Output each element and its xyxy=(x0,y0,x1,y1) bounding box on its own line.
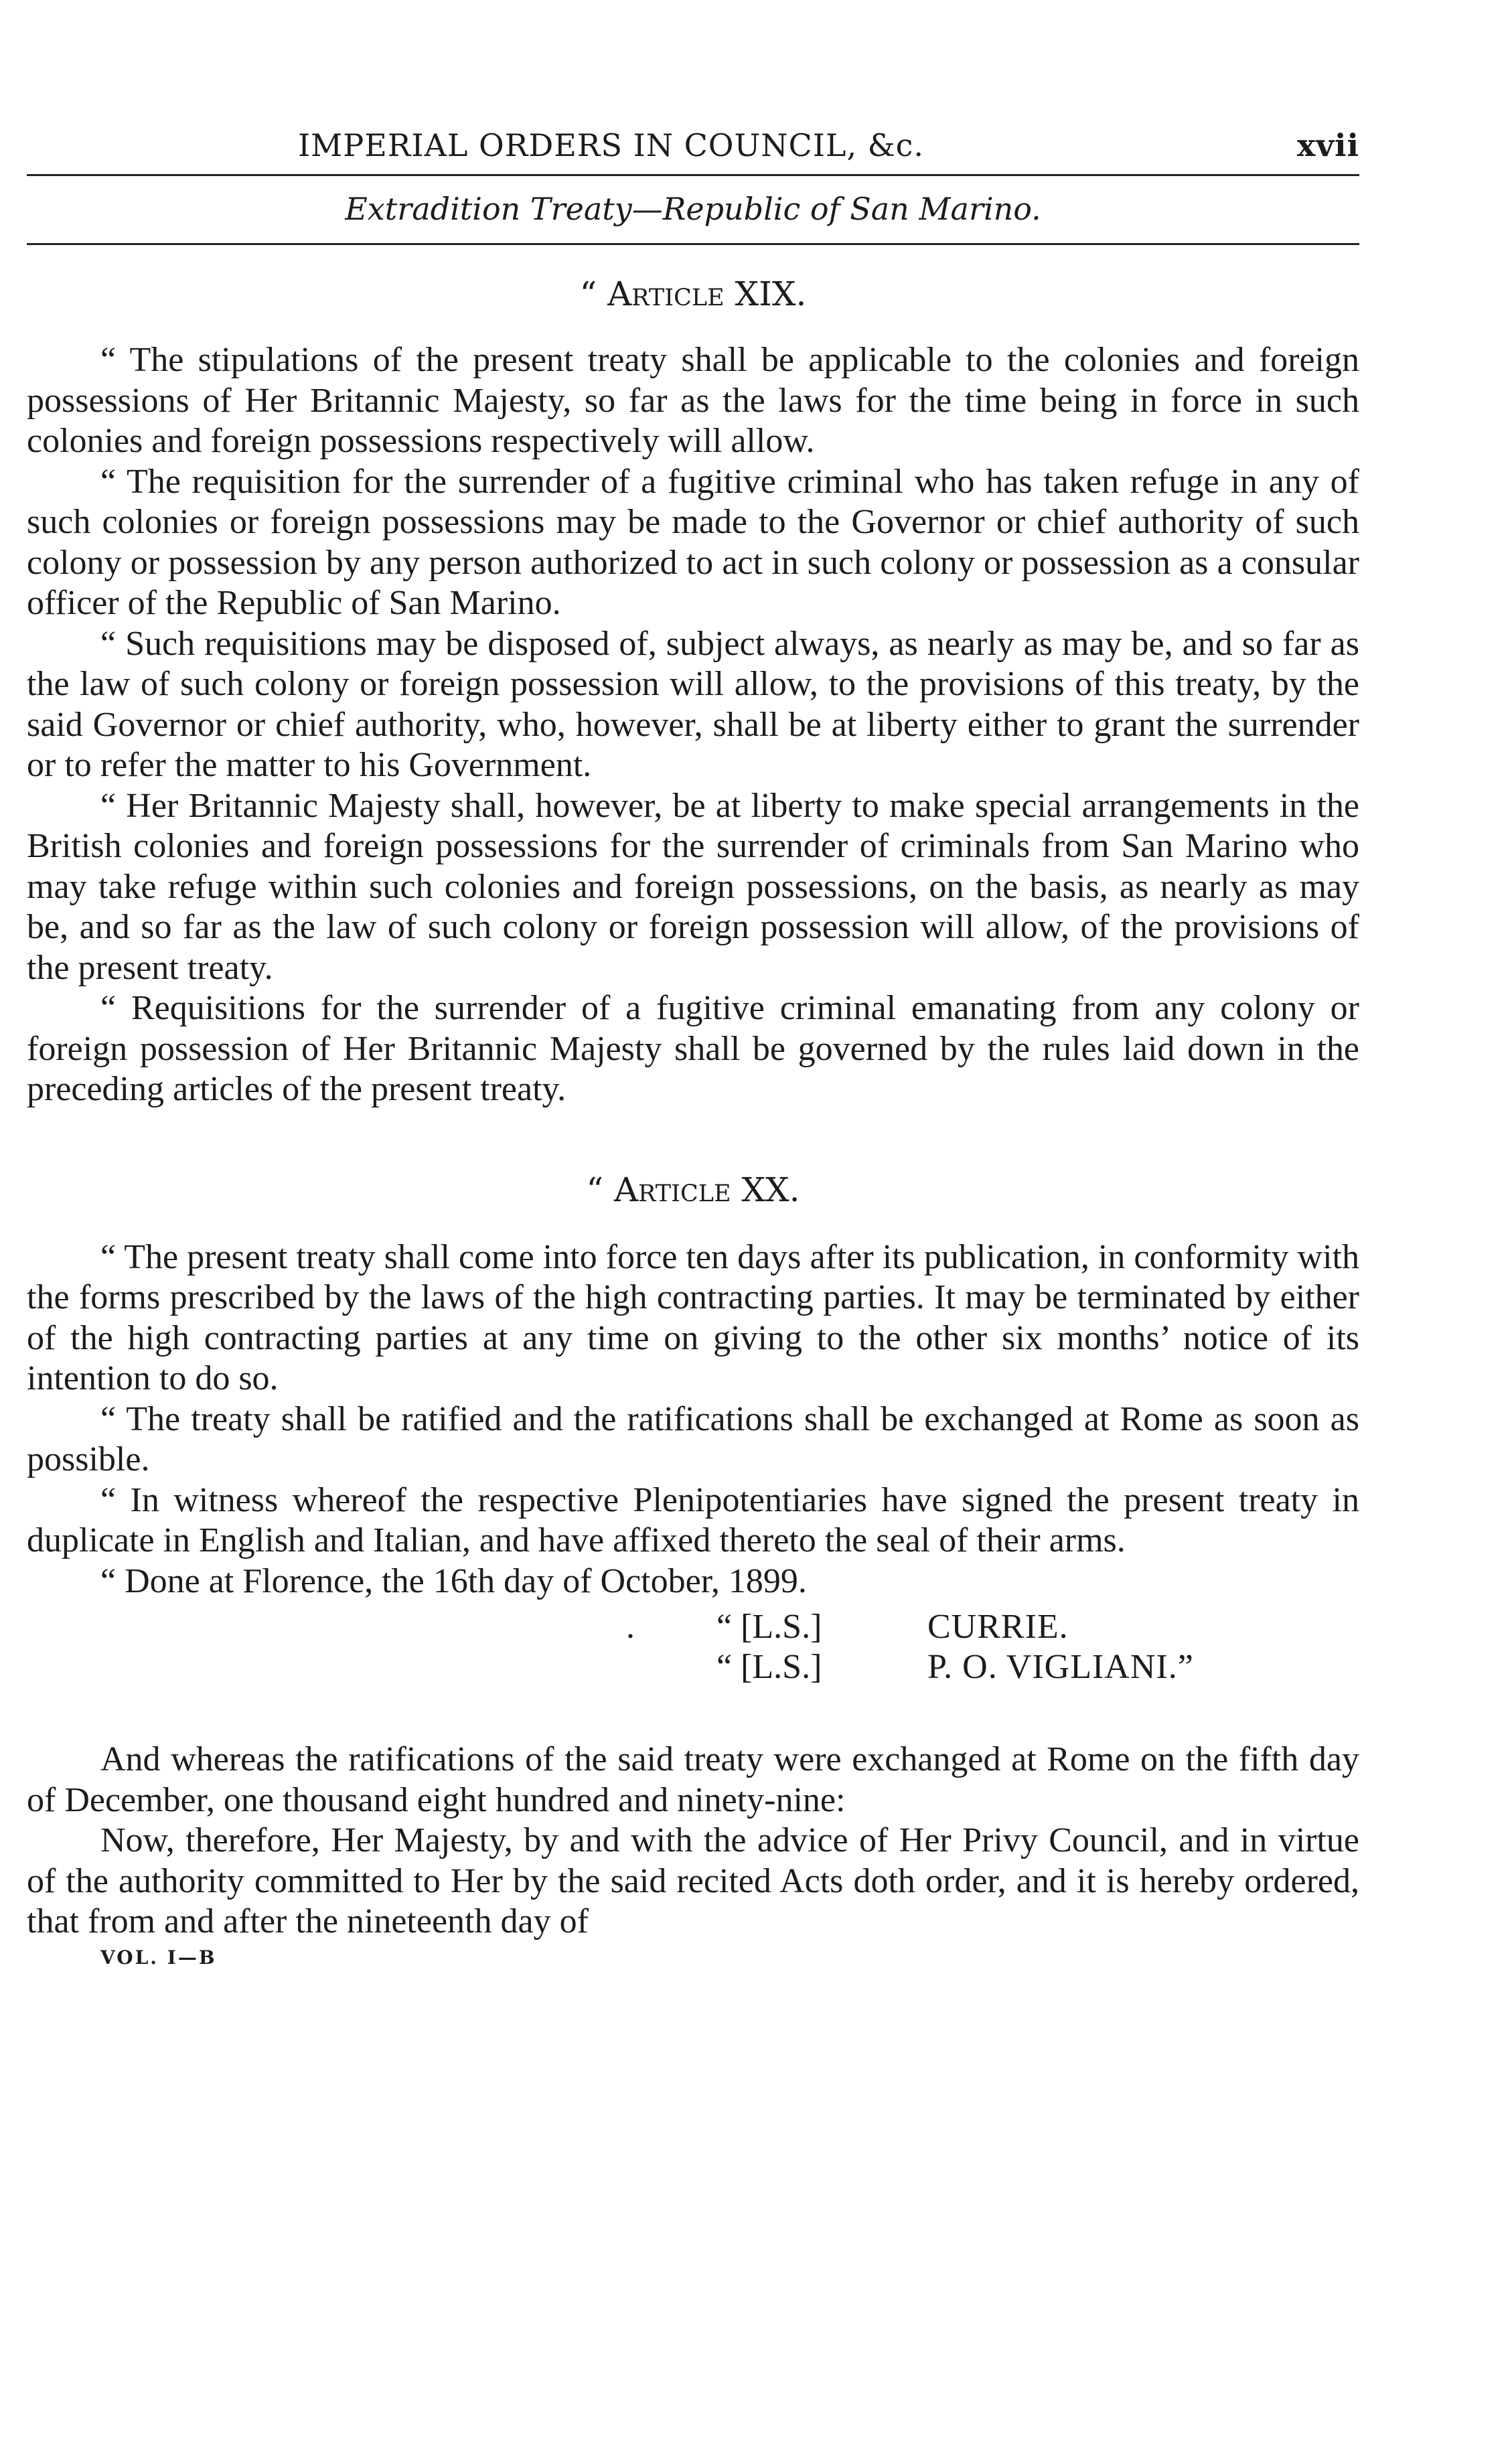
article-20-heading xyxy=(27,1170,1359,1209)
article-20-numeral: XX. xyxy=(731,1170,800,1209)
subheading: Extradition Treaty—Republic of San Marino. xyxy=(345,191,1041,227)
article-20-label: Article xyxy=(613,1170,731,1209)
seal-mark: “ [L.S.] xyxy=(716,1648,822,1686)
article-19-numeral: XIX. xyxy=(724,275,807,313)
page-number: xvii xyxy=(1296,127,1359,163)
article-19-paragraph: “ Requisitions for the surrender of a fugitive criminal emanating from any colony or foreign possession of Her Britannic Majesty shall be governed by the rules laid down in the preceding articles of the present treaty. xyxy=(27,989,1359,1108)
volume-signature-mark: VOL. I—B xyxy=(100,1946,217,1969)
article-20-paragraph: “ The treaty shall be ratified and the ratifications shall be exchanged at Rome as soon as possible. xyxy=(27,1399,1359,1478)
article-20-paragraph: “ In witness whereof the respective Plenipotentiaries have signed the present treaty in duplicate in English and Italian, and have affixed thereto the seal of their arms. xyxy=(27,1480,1359,1559)
article-19-open-quote: “ xyxy=(579,275,608,313)
closing-body xyxy=(27,1740,1359,1942)
article-20-body xyxy=(27,1237,1359,1602)
closing-paragraph: And whereas the ratifications of the said treaty were exchanged at Rome on the fifth day of December, one thousand eight hundred and ninety-nine: xyxy=(27,1740,1359,1819)
signature-dot: . xyxy=(626,1608,635,1646)
seal-mark: “ [L.S.] xyxy=(716,1608,822,1646)
article-19-paragraph: “ Her Britannic Majesty shall, however, be at liberty to make special arrangements in the British colonies and foreign possessions for the surrender of criminals from San Marino who may take refuge within such colonies and foreign possessions, on the basis, as nearly as may be, and so far as the law of such colony or foreign possession will allow, of the provisions of the present treaty. xyxy=(27,786,1359,987)
signature-row xyxy=(27,1607,1359,1647)
document-page xyxy=(27,127,1359,1969)
signature-row xyxy=(27,1647,1359,1687)
article-19-paragraph: “ The stipulations of the present treaty shall be applicable to the colonies and foreign possessions of Her Britannic Majesty, so far as the laws for the time being in force in such colonies and foreign possessions respectively will allow. xyxy=(27,341,1359,460)
article-19-paragraph: “ The requisition for the surrender of a fugitive criminal who has taken refuge in any of such colonies or foreign possessions may be made to the Governor or chief authority of such colony or possession by any person authorized to act in such colony or possession as a consular officer of the Republic of San Marino. xyxy=(27,462,1359,622)
signatory-name: P. O. VIGLIANI.” xyxy=(927,1648,1194,1686)
article-19-label: Article xyxy=(607,275,725,313)
article-20-paragraph: “ Done at Florence, the 16th day of October, 1899. xyxy=(100,1561,807,1600)
running-title: IMPERIAL ORDERS IN COUNCIL, &c. xyxy=(298,127,925,163)
article-19-body xyxy=(27,340,1359,1110)
signatory-name: CURRIE. xyxy=(927,1608,1069,1646)
article-19-heading xyxy=(27,275,1359,313)
article-19-paragraph: “ Such requisitions may be disposed of, subject always, as nearly as may be, and so far as the law of such colony or foreign possession will allow, to the provisions of this treaty, by the said Governor or chief authority, who, however, shall be at liberty either to grant the surrender or to refer the matter to his Government. xyxy=(27,624,1359,784)
article-20-paragraph: “ The present treaty shall come into force ten days after its publication, in conformity with the forms prescribed by the laws of the high contracting parties. It may be terminated by either of the high contracting parties at any time on giving to the other six months’ notice of its intention to do so. xyxy=(27,1237,1359,1397)
running-header xyxy=(27,127,1359,174)
subheading-rule xyxy=(27,243,1359,245)
closing-paragraph: Now, therefore, Her Majesty, by and with the advice of Her Privy Council, and in virtue of the authority committed to Her by the said recited Acts doth order, and it is hereby ordered, that from and after the nineteenth day of xyxy=(27,1821,1359,1940)
article-20-open-quote: “ xyxy=(586,1170,614,1209)
signature-block xyxy=(27,1607,1359,1687)
